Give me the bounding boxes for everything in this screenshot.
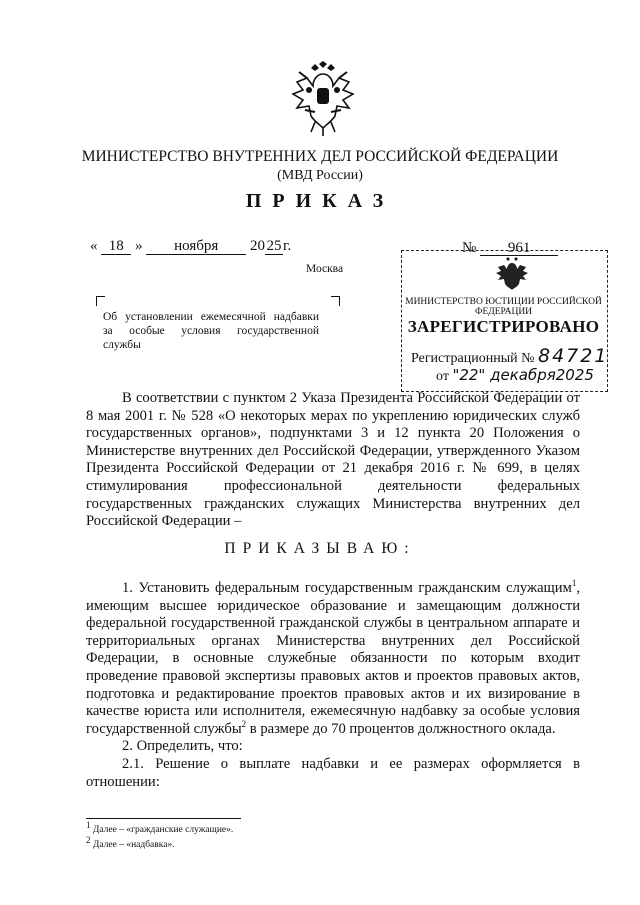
date-day: 18	[101, 239, 131, 255]
subject-bracket-right	[331, 296, 340, 306]
item-2-paragraph: 2. Определить, что:	[122, 738, 243, 754]
footnote-ref-1: 1	[571, 578, 577, 589]
stamp-emblem-icon	[494, 255, 530, 295]
number-sign: №	[462, 240, 477, 256]
subject-bracket-left	[96, 296, 105, 306]
order-date	[90, 238, 291, 255]
ministry-name: МИНИСТЕРСТВО ВНУТРЕННИХ ДЕЛ РОССИЙСКОЙ ФЕДЕРАЦИИ	[81, 148, 559, 165]
subject-line-3: службы	[103, 339, 141, 351]
footnote-ref-2: 2	[241, 718, 247, 729]
stamp-registration	[411, 345, 608, 367]
footnote-1-text: Далее – «гражданские служащие».	[90, 825, 234, 836]
footnote-1-mark: 1	[86, 820, 91, 830]
item-1-paragraph	[86, 580, 580, 738]
stamp-date-prefix: от	[436, 369, 449, 384]
footnote-1	[86, 820, 234, 836]
footnote-2	[86, 835, 175, 851]
date-month: ноября	[146, 239, 246, 255]
item-1-text-a: 1. Установить федеральным государственным гражданским служащим	[122, 580, 572, 596]
footnote-2-text: Далее – «надбавка».	[90, 840, 175, 851]
stamp-reg-number: 84721	[538, 345, 609, 367]
date-year-mark: г.	[283, 238, 292, 254]
stamp-reg-label: Регистрационный №	[411, 351, 535, 366]
stamp-status: ЗАРЕГИСТРИРОВАНО	[407, 317, 600, 336]
document-title: ПРИКАЗ	[245, 190, 395, 212]
city: Москва	[306, 263, 344, 275]
date-close-quote: »	[135, 238, 143, 254]
date-year-prefix: 20	[250, 238, 265, 254]
order-word: ПРИКАЗЫВАЮ:	[224, 540, 416, 557]
item-1-text-b: , имеющим высшее юридическое образование и замещающим должности федеральной государственной гражданской службы в центральном аппарате и территориальных органах Министерства внутренних дел Российской Федерации, в основные служебные обязанности по которым входит проведение правовой экспертизы правовых актов и проектов правовых актов, подготовка и редактирование проектов правовых актов и их визирование в качестве юриста или исполнителя, ежемесячную надбавку за особые условия государственной службы	[86, 580, 580, 737]
order-subject	[103, 310, 319, 352]
subject-line-1: Об установлении ежемесячной надбавки	[103, 311, 319, 323]
subject-line-2: за особые условия государственной	[103, 325, 319, 337]
stamp-date	[436, 366, 594, 385]
date-open-quote: «	[90, 238, 98, 254]
stamp-date-handwritten: "22" декабря	[452, 366, 556, 384]
ministry-abbreviation: (МВД России)	[277, 168, 363, 183]
preamble-paragraph: В соответствии с пунктом 2 Указа Президента Российской Федерации от 8 мая 2001 г. № 528 «О некоторых мерах по укреплению юридических служб государственных органов», подпунктами 3 и 12 пункта 20 Положения о Министерстве внутренних дел Российской Федерации, утвержденного Указом Президента Российской Федерации от 21 декабря 2016 г. № 699, в целях стимулирования профессиональной деятельности федеральных государственных гражданских служащих Министерства внутренних дел Российской Федерации –	[86, 390, 580, 530]
coat-of-arms-emblem	[289, 60, 357, 138]
date-year-suffix: 25	[266, 238, 282, 254]
footnote-divider	[86, 818, 241, 819]
item-2-1-paragraph: 2.1. Решение о выплате надбавки и ее размерах оформляется в отношении:	[86, 756, 580, 790]
stamp-ministry: МИНИСТЕРСТВО ЮСТИЦИИ РОССИЙСКОЙ ФЕДЕРАЦИИ	[405, 297, 602, 317]
stamp-date-year: 2025	[555, 366, 594, 384]
number-value: 961	[480, 241, 558, 256]
item-1-text-c: в размере до 70 процентов должностного оклада.	[246, 720, 556, 737]
footnote-2-mark: 2	[86, 835, 91, 845]
